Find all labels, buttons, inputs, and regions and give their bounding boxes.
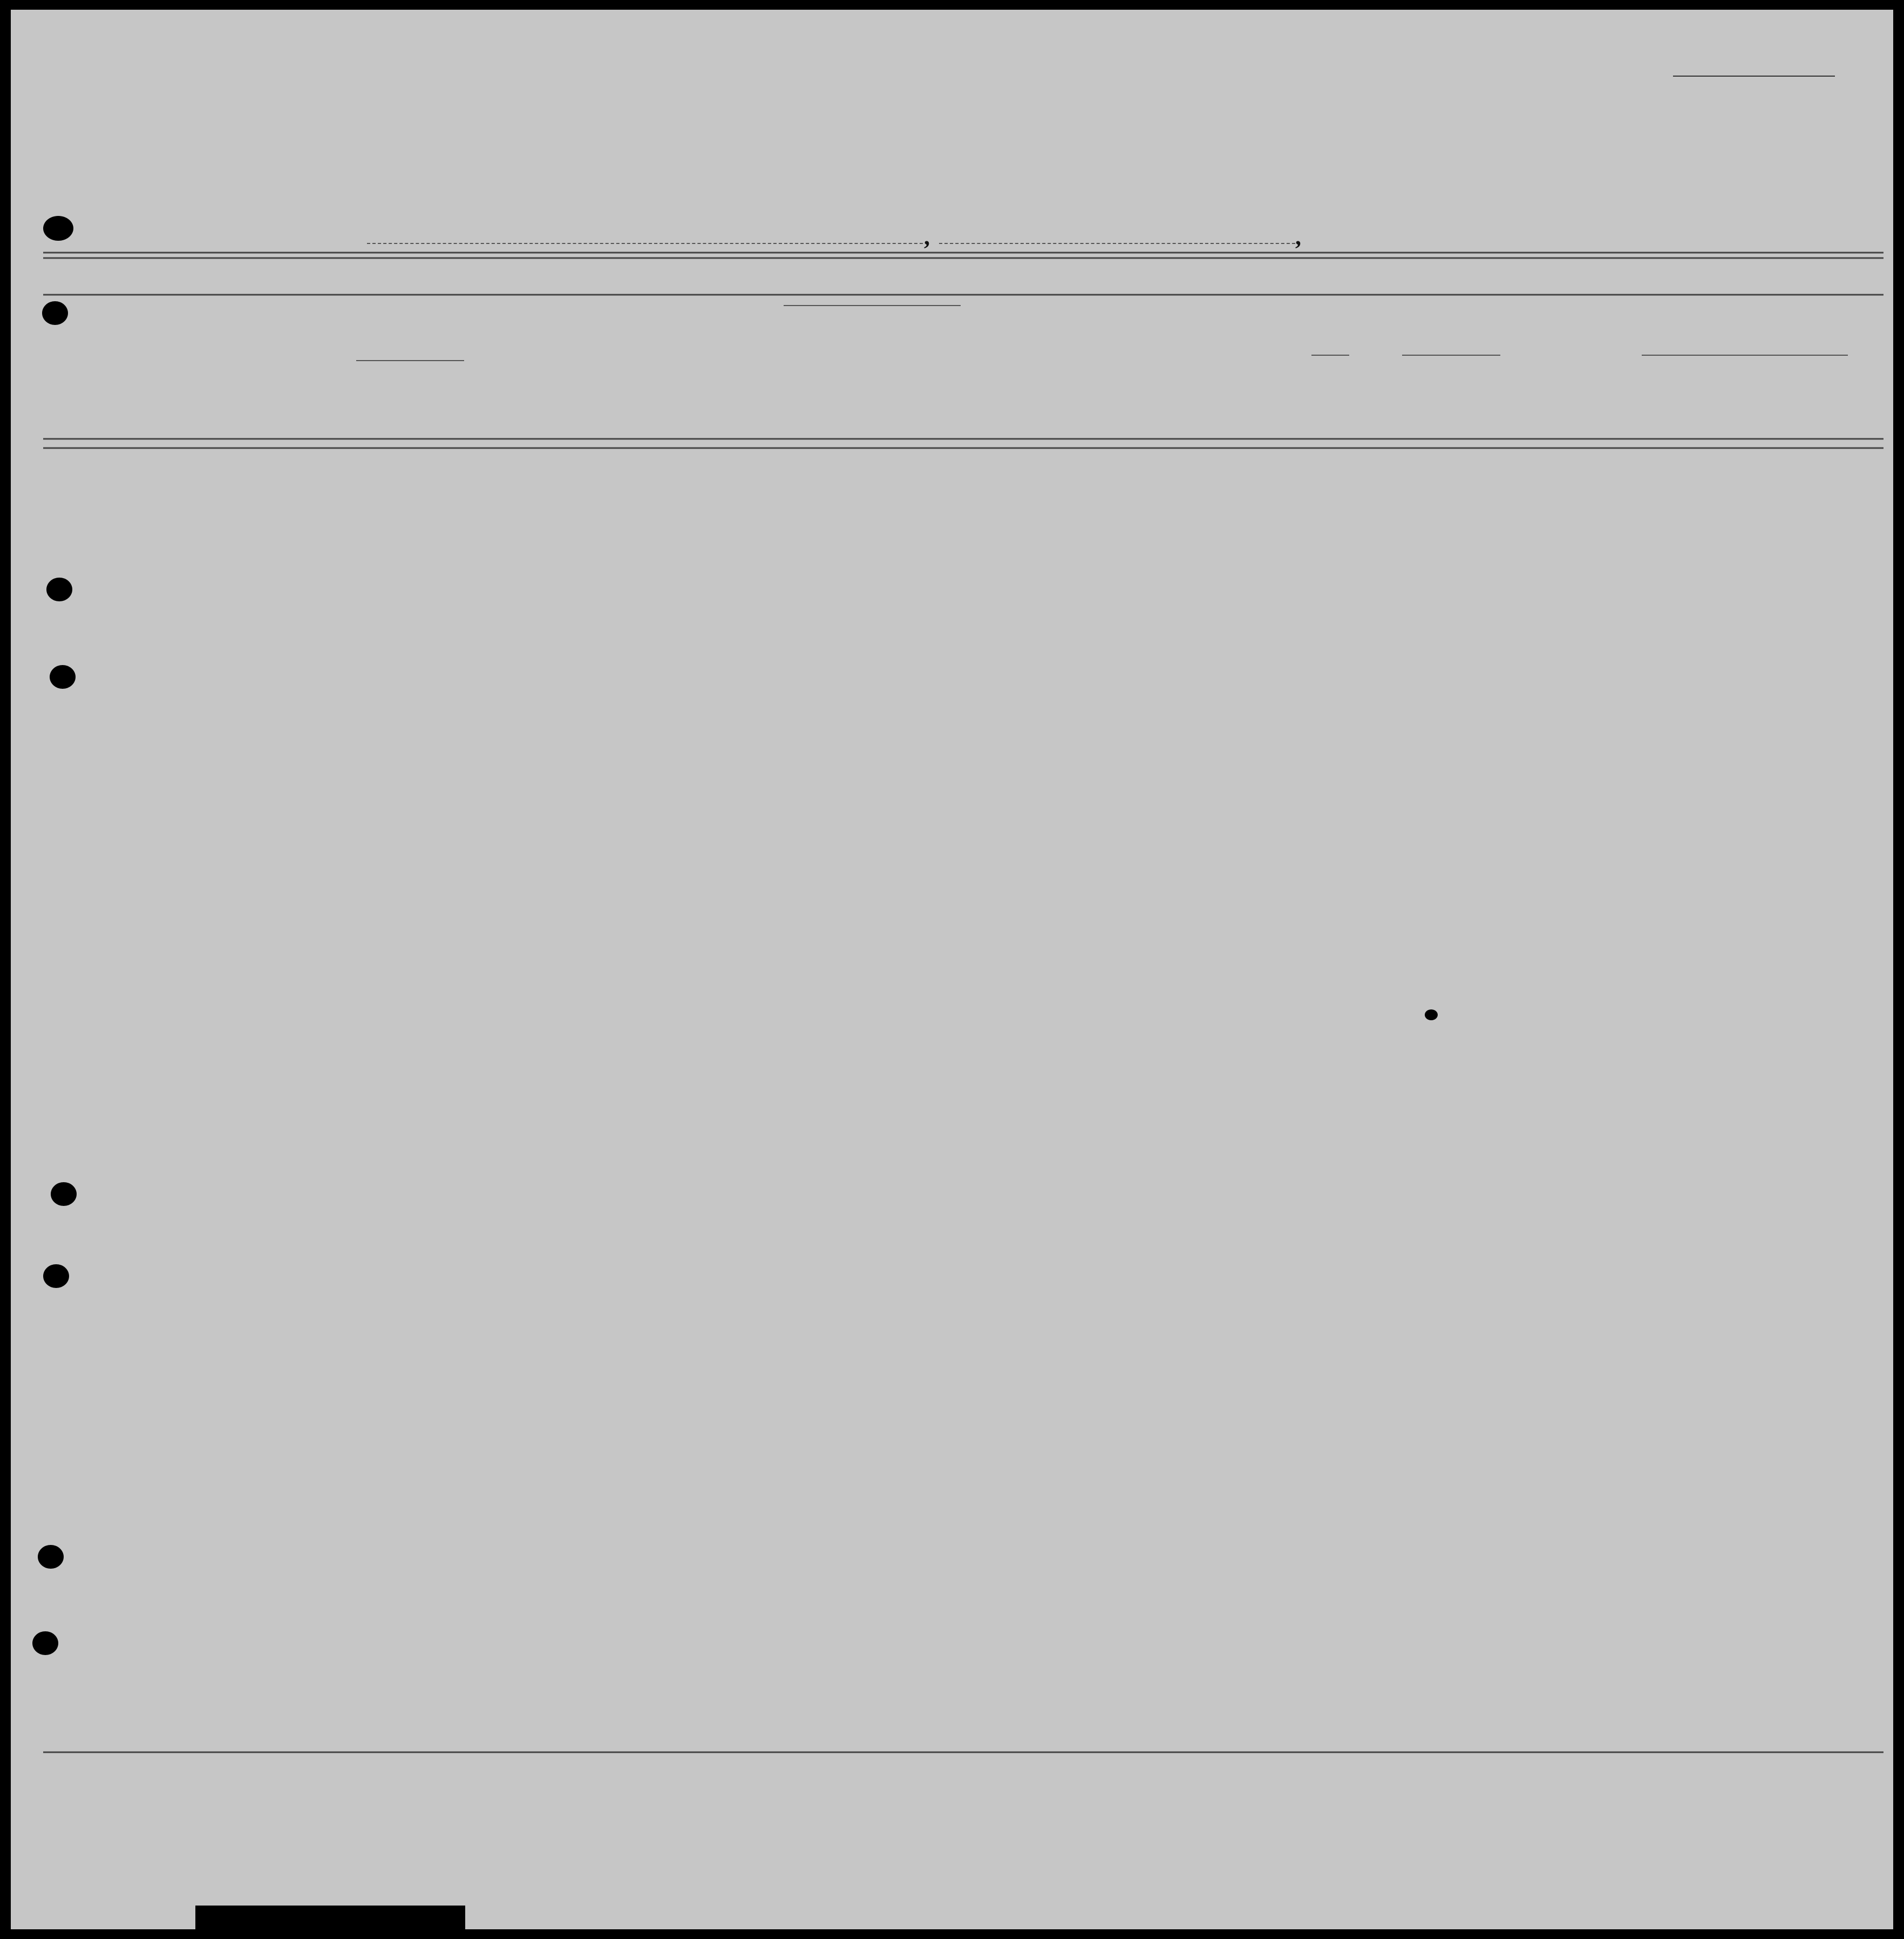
header-polygamist [995, 304, 1015, 436]
header-ticket [159, 301, 183, 433]
punch-hole [43, 216, 73, 241]
punch-hole [43, 1264, 69, 1288]
ink-spot [1425, 1009, 1438, 1020]
punch-hole [38, 1545, 64, 1569]
comma-1: , [924, 223, 930, 250]
punch-hole [42, 301, 68, 325]
header-purpose-citizen [917, 320, 948, 436]
punch-hole [50, 665, 76, 689]
header-labor-offer [1101, 304, 1140, 436]
punch-hole [46, 578, 72, 601]
punch-hole [32, 1631, 58, 1655]
header-money [301, 301, 328, 433]
header-inches [1353, 361, 1370, 425]
table-grid [11, 10, 1893, 1929]
header-feet [1320, 361, 1337, 425]
manifest-sheet [11, 10, 1893, 1929]
header-anarchist [1020, 304, 1039, 436]
header-prison [963, 304, 991, 436]
punch-hole [51, 1182, 77, 1206]
header-deported [1150, 304, 1186, 436]
comma-2: , [1295, 223, 1301, 250]
paper-edge-notch [195, 1906, 465, 1939]
header-overthrow [1050, 304, 1093, 436]
header-purpose-length [853, 320, 883, 436]
header-purpose-return [792, 320, 822, 436]
